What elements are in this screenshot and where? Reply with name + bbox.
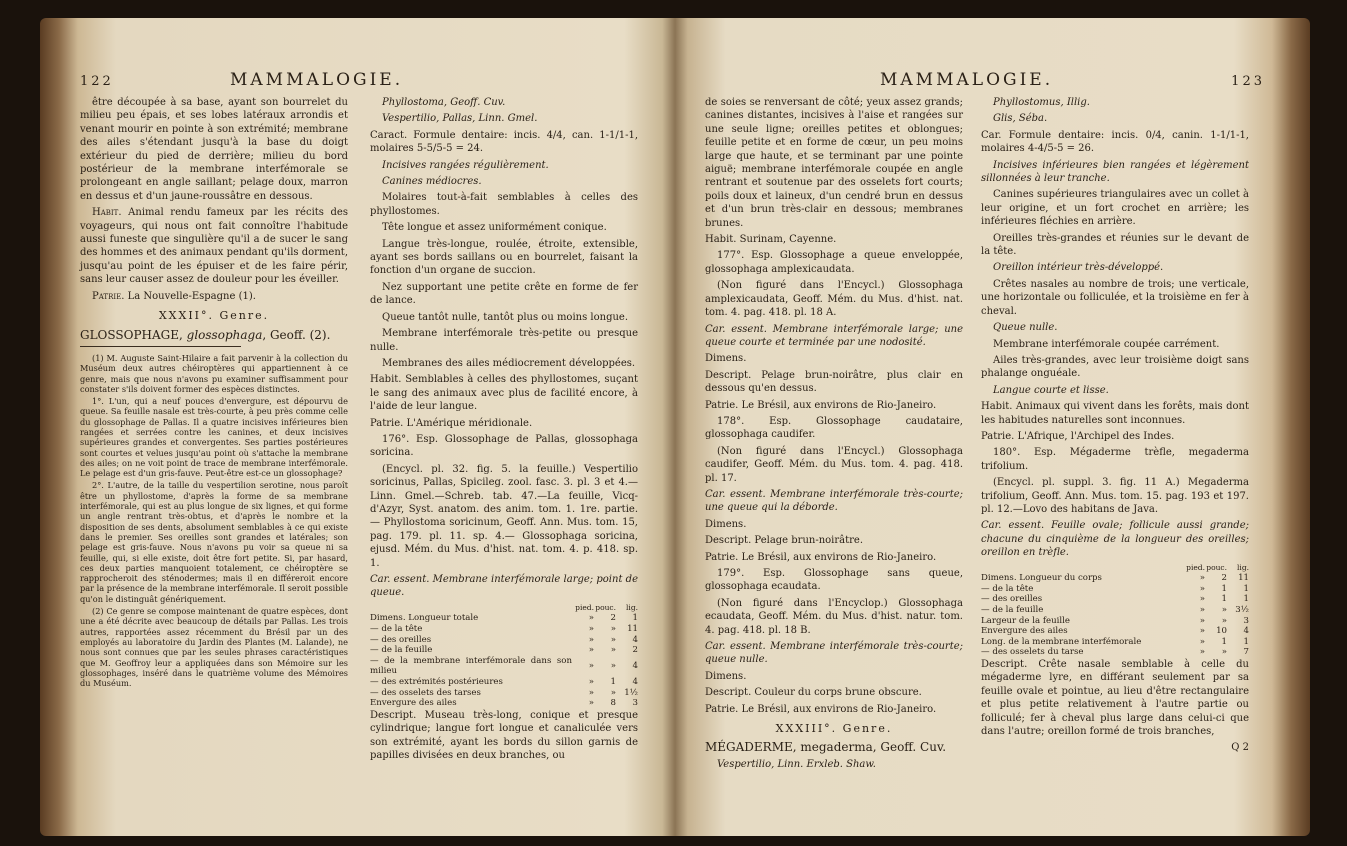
book-spread — [40, 18, 1310, 836]
patrie-paragraph: Patrie. L'Afrique, l'Archipel des Indes. — [981, 430, 1175, 442]
footnote-1-part-1: 1°. L'un, qui a neuf pouces d'envergure, est dépourvu de queue. Sa feuille nasale est très-courte, à peu près comme celle du glossophage de Pallas. Il a quatre incisives inférieures bien rangées et serrées contre les canines, et deux incisives supérieures grandes et convergentes. Ses parties postérieures sont courtes et velues jusqu'au point où s'attache la membrane des ailes; on ne voit point de trace de membrane interfémorale. Le pelage est d'un gris-fauve. Peut-être est-ce un glossophage? — [80, 396, 348, 479]
page-number: 123 — [1231, 74, 1265, 89]
dimensions-label: Dimens. — [705, 353, 747, 365]
signature-mark: Q 2 — [1231, 742, 1249, 754]
table-header: pied. pouc. lig. — [575, 602, 638, 612]
synonym: Vespertilio, Linn. Erxleb. Shaw. — [717, 758, 876, 770]
character: Nez supportant une petite crête en forme de fer de lance. — [370, 281, 638, 307]
character: Langue courte et lisse. — [993, 384, 1109, 396]
patrie-paragraph: Patrie. La Nouvelle-Espagne (1). — [92, 290, 256, 302]
essential-character: Car. essent. Feuille ovale; follicule aussi grande; chacune du cinquième de la longueur des oreilles; oreillon en trèfle. — [981, 520, 1249, 559]
footnote-2: (2) Ce genre se compose maintenant de quatre espèces, dont une a été décrite avec beaucoup de détails par Pallas. Les trois autres, rapportées assez récemment du Brésil par un des employés au laboratoire du Jardin des Plantes (M. Lalande), ne nous sont connues que par les seules phrases caractéristiques que M. Geoffroy leur a appliquées dans son Mémoire sur les glossophages, inséré dans le quatrième volume des Mémoires du Muséum. — [80, 606, 348, 689]
table-row: Dimens. Longueur totale » 2 1 — [370, 613, 638, 624]
table-row: Envergure des ailes » 8 3 — [370, 698, 638, 709]
footnotes — [80, 353, 348, 689]
table-row: Long. de la membrane interfémorale » 1 1 — [981, 636, 1249, 647]
species-references: (Non figuré dans l'Encyclop.) Glossophaga ecaudata, Geoff. Mém. du Mus. d'hist. natur. tom. 4. pag. 418. pl. 18 B. — [705, 597, 963, 636]
table-row: — de la tête » » 11 — [370, 624, 638, 634]
table-row: — de la feuille » » 2 — [370, 645, 638, 656]
left-column-1 — [80, 96, 348, 690]
right-column-2 — [981, 96, 1249, 755]
left-column-2 — [370, 96, 638, 765]
description-paragraph: Descript. Couleur du corps brune obscure. — [705, 687, 922, 699]
description-paragraph: Descript. Pelage brun-noirâtre, plus clair en dessous qu'en dessus. — [705, 369, 963, 395]
species-references: (Non figuré dans l'Encycl.) Glossophaga caudifer, Geoff. Mém. du Mus. tom. 4. pag. 418. pl. 17. — [705, 445, 963, 484]
character: Queue tantôt nulle, tantôt plus ou moins longue. — [382, 311, 629, 323]
table-row: — des osselets des tarses » » 1½ — [370, 687, 638, 698]
character: Oreillon intérieur très-développé. — [993, 262, 1164, 274]
footnote-1: (1) M. Auguste Saint-Hilaire a fait parvenir à la collection du Muséum deux autres chéiroptères qui appartiennent à ce genre, mais que nous n'avons pu examiner suffisamment pour constater s'ils doivent former des espèces distinctes. — [80, 352, 348, 394]
caract-paragraph: Car. Formule dentaire: incis. 0/4, canin. 1-1/1-1, molaires 4-4/5-5 = 26. — [981, 129, 1249, 155]
character: Membrane interfémorale coupée carrément. — [993, 338, 1220, 350]
habit-paragraph: Habit. Surinam, Cayenne. — [705, 234, 837, 246]
description-paragraph: Descript. Crête nasale semblable à celle du mégaderme lyre, en différant seulement par sa feuille ovale et pointue, au lieu d'être rectangulaire et plus petite relativement à l'autre partie ou folliculé; fer à cheval plus large dans celui-ci que dans l'autre; oreillon formé de trois branches, — [981, 658, 1249, 737]
patrie-paragraph: Patrie. Le Brésil, aux environs de Rio-Janeiro. — [705, 551, 937, 563]
character: Oreilles très-grandes et réunies sur le devant de la tête. — [981, 232, 1249, 258]
essential-character: Car. essent. Membrane interfémorale très-courte; queue nulle. — [705, 641, 963, 666]
character: Queue nulle. — [993, 322, 1058, 334]
synonym: Phyllostomus, Illig. — [993, 97, 1090, 108]
right-column-1 — [705, 96, 963, 774]
species-heading: 179°. Esp. Glossophage sans queue, glossophaga ecaudata. — [705, 568, 963, 593]
character: Langue très-longue, roulée, étroite, extensible, ayant ses bords saillans ou en bourrelet, faisant la fonction d'un organe de succion. — [370, 238, 638, 277]
species-references: (Encycl. pl. suppl. 3. fig. 11 A.) Megaderma trifolium, Geoff. Ann. Mus. tom. 15. pag. 193 et 197. pl. 12.—Lovo des habitans de Java. — [981, 477, 1249, 515]
essential-character: Car. essent. Membrane interfémorale très-courte; une queue qui la déborde. — [705, 488, 963, 514]
table-row: Largeur de la feuille » » 3 — [981, 615, 1249, 626]
caract-paragraph: Caract. Formule dentaire: incis. 4/4, can. 1-1/1-1, molaires 5-5/5-5 = 24. — [370, 129, 638, 155]
character: Membrane interfémorale très-petite ou presque nulle. — [370, 328, 638, 353]
habit-paragraph: Habit. Animal rendu fameux par les récits des voyageurs, qui nous ont fait connoître l'habitude aussi funeste que singulière qu'il a de sucer le sang des hommes et des animaux pendant qu'ils dorment, jusqu'au point de les épuiser et de les faire périr, sans leur causer assez de douleur pour les éveiller. — [80, 207, 348, 286]
paragraph: être découpée à sa base, ayant son bourrelet du milieu peu épais, et ses lobes latéraux arrondis et venant mourir en pointe à son extrémité; membrane des ailes s'étendant jusqu'à la base du doigt extérieur du pied de derrière; milieu du bord postérieur de la membrane interfémorale se prolongeant en angle saillant; pelage doux, marron en dessus et d'un jaune-roussâtre en dessous. — [80, 97, 348, 202]
species-heading: 178°. Esp. Glossophage caudataire, glossophaga caudifer. — [705, 415, 963, 441]
patrie-paragraph: Patrie. L'Amérique méridionale. — [370, 417, 533, 429]
page-number: 122 — [80, 74, 114, 89]
dimensions-table — [370, 603, 638, 709]
table-row: Envergure des ailes » 10 4 — [981, 626, 1249, 637]
synonym: Vespertilio, Pallas, Linn. Gmel. — [382, 113, 538, 125]
species-references: (Encycl. pl. 32. fig. 5. la feuille.) Vespertilio soricinus, Pallas, Spicileg. zool. fasc. 3. pl. 3 et 4.—Linn. Gmel.—Schreb. tab. 47.—La feuille, Vicq-d'Azyr, Syst. anatom. des anim. tom. 1. 1re. partie. — Phyllostoma soricinum, Geoff. Ann. Mus. tom. 15, pag. 179. pl. 11. sp. 4.— Glossophaga soricina, ejusd. Mém. du Mus. d'hist. nat. tom. 4. p. 418. sp. 1. — [370, 463, 638, 569]
table-row: — des extrémités postérieures » 1 4 — [370, 676, 638, 687]
character: Molaires tout-à-fait semblables à celles des phyllostomes. — [370, 192, 638, 217]
description-paragraph: Descript. Museau très-long, conique et presque cylindrique; langue fort longue et canaliculée vers son extrémité, ayant les bords du sillon garnis de papilles divisées en deux branches, ou — [370, 709, 638, 761]
description-paragraph: Descript. Pelage brun-noirâtre. — [705, 535, 864, 547]
table-row: — des oreilles » » 4 — [370, 634, 638, 645]
table-row: — des oreilles » 1 1 — [981, 594, 1249, 605]
patrie-paragraph: Patrie. Le Brésil, aux environs de Rio-Janeiro. — [705, 703, 937, 715]
character: Crêtes nasales au nombre de trois; une verticale, une horizontale ou folliculée, et la troisième en fer à cheval. — [981, 278, 1249, 317]
character: Canines médiocres. — [382, 176, 482, 188]
left-page — [80, 18, 660, 836]
right-page — [705, 18, 1265, 836]
species-heading: 176°. Esp. Glossophage de Pallas, glossophaga soricina. — [370, 433, 638, 459]
dimensions-label: Dimens. — [705, 670, 747, 682]
table-row: — de la tête » 1 1 — [981, 583, 1249, 594]
dimensions-table — [981, 563, 1249, 658]
genus-heading: GLOSSOPHAGE, glossophaga, Geoff. (2). — [80, 327, 331, 342]
footnote-rule — [80, 346, 241, 347]
genre-heading: XXXII°. Genre. — [158, 309, 270, 323]
table-row: — de la feuille » » 3½ — [981, 604, 1249, 615]
genus-heading: MÉGADERME, megaderma, Geoff. Cuv. — [705, 740, 947, 755]
character: Ailes très-grandes, avec leur troisième doigt sans phalange onguéale. — [981, 354, 1249, 380]
essential-character: Car. essent. Membrane interfémorale large; point de queue. — [370, 574, 638, 599]
patrie-paragraph: Patrie. Le Brésil, aux environs de Rio-Janeiro. — [705, 399, 937, 411]
essential-character: Car. essent. Membrane interfémorale large; une queue courte et terminée par une nodosité. — [705, 323, 963, 348]
footnote-1-part-2: 2°. L'autre, de la taille du vespertilion serotine, nous paroît être un phyllostome, d'après la forme de sa membrane interfémorale, qui est au plus longue de six lignes, et qui forme un angle rentrant très-obtus, et d'après le nombre et la disposition de ses dents, absolument semblables à ce qui existe dans le premier. Ses oreilles sont grandes et latérales; son pelage est gris-fauve. Nous n'avons pu voir sa queue ni sa feuille, qui, si elle existe, doit être fort petite. Si, par hasard, ces deux parties manquoient totalement, ce chéiroptère se rapprocheroit des sténodermes; mais il en différeroit encore par la présence de la membrane interfémorale. Il seroit possible qu'on le distinguât génériquement. — [80, 480, 348, 604]
table-row: Dimens. Longueur du corps » 2 11 — [981, 573, 1249, 584]
habit-paragraph: Habit. Semblables à celles des phyllostomes, suçant le sang des animaux avec plus de facilité encore, à l'aide de leur langue. — [370, 374, 638, 413]
character: Tête longue et assez uniformément conique. — [382, 222, 607, 234]
synonym: Phyllostoma, Geoff. Cuv. — [382, 97, 506, 108]
synonym: Glis, Séba. — [993, 113, 1048, 125]
character: Membranes des ailes médiocrement développées. — [382, 357, 636, 369]
character: Incisives inférieures bien rangées et légèrement sillonnées à leur tranche. — [981, 159, 1249, 185]
dimensions-label: Dimens. — [705, 518, 747, 530]
running-title: MAMMALOGIE. — [880, 70, 1054, 90]
table-header: pied. pouc. lig. — [1186, 562, 1249, 572]
table-row: — de la membrane interfémorale dans son milieu » » 4 — [370, 655, 638, 677]
character: Canines supérieures triangulaires avec un collet à leur origine, et un fort crochet en arrière; les inférieures fléchies en arrière. — [981, 189, 1249, 228]
genre-heading: XXXIII°. Genre. — [775, 722, 893, 736]
species-heading: 177°. Esp. Glossophage a queue enveloppée, glossophaga amplexicaudata. — [705, 250, 963, 275]
character: Incisives rangées régulièrement. — [382, 159, 549, 171]
running-title: MAMMALOGIE. — [230, 70, 404, 90]
habit-paragraph: Habit. Animaux qui vivent dans les forêts, mais dont les habitudes naturelles sont inconnues. — [981, 401, 1249, 426]
species-references: (Non figuré dans l'Encycl.) Glossophaga amplexicaudata, Geoff. Mém. du Mus. d'hist. nat. tom. 4. pag. 418. pl. 18 A. — [705, 280, 963, 319]
species-heading: 180°. Esp. Mégaderme trèfle, megaderma trifolium. — [981, 447, 1249, 472]
paragraph: de soies se renversant de côté; yeux assez grands; canines distantes, incisives à l'aise et rangées sur une seule ligne; oreilles petites et oblongues; feuille petite et en forme de cœur, un peu moins large que haute, et se terminant par une pointe aiguë; membrane interfémorale coupée en angle rentrant et soutenue par des osselets fort courts; poils doux et laineux, d'un cendré brun en dessus et d'un brun très-clair en dessous; membranes brunes. — [705, 97, 963, 229]
table-row: — des osselets du tarse » » 7 — [981, 647, 1249, 658]
